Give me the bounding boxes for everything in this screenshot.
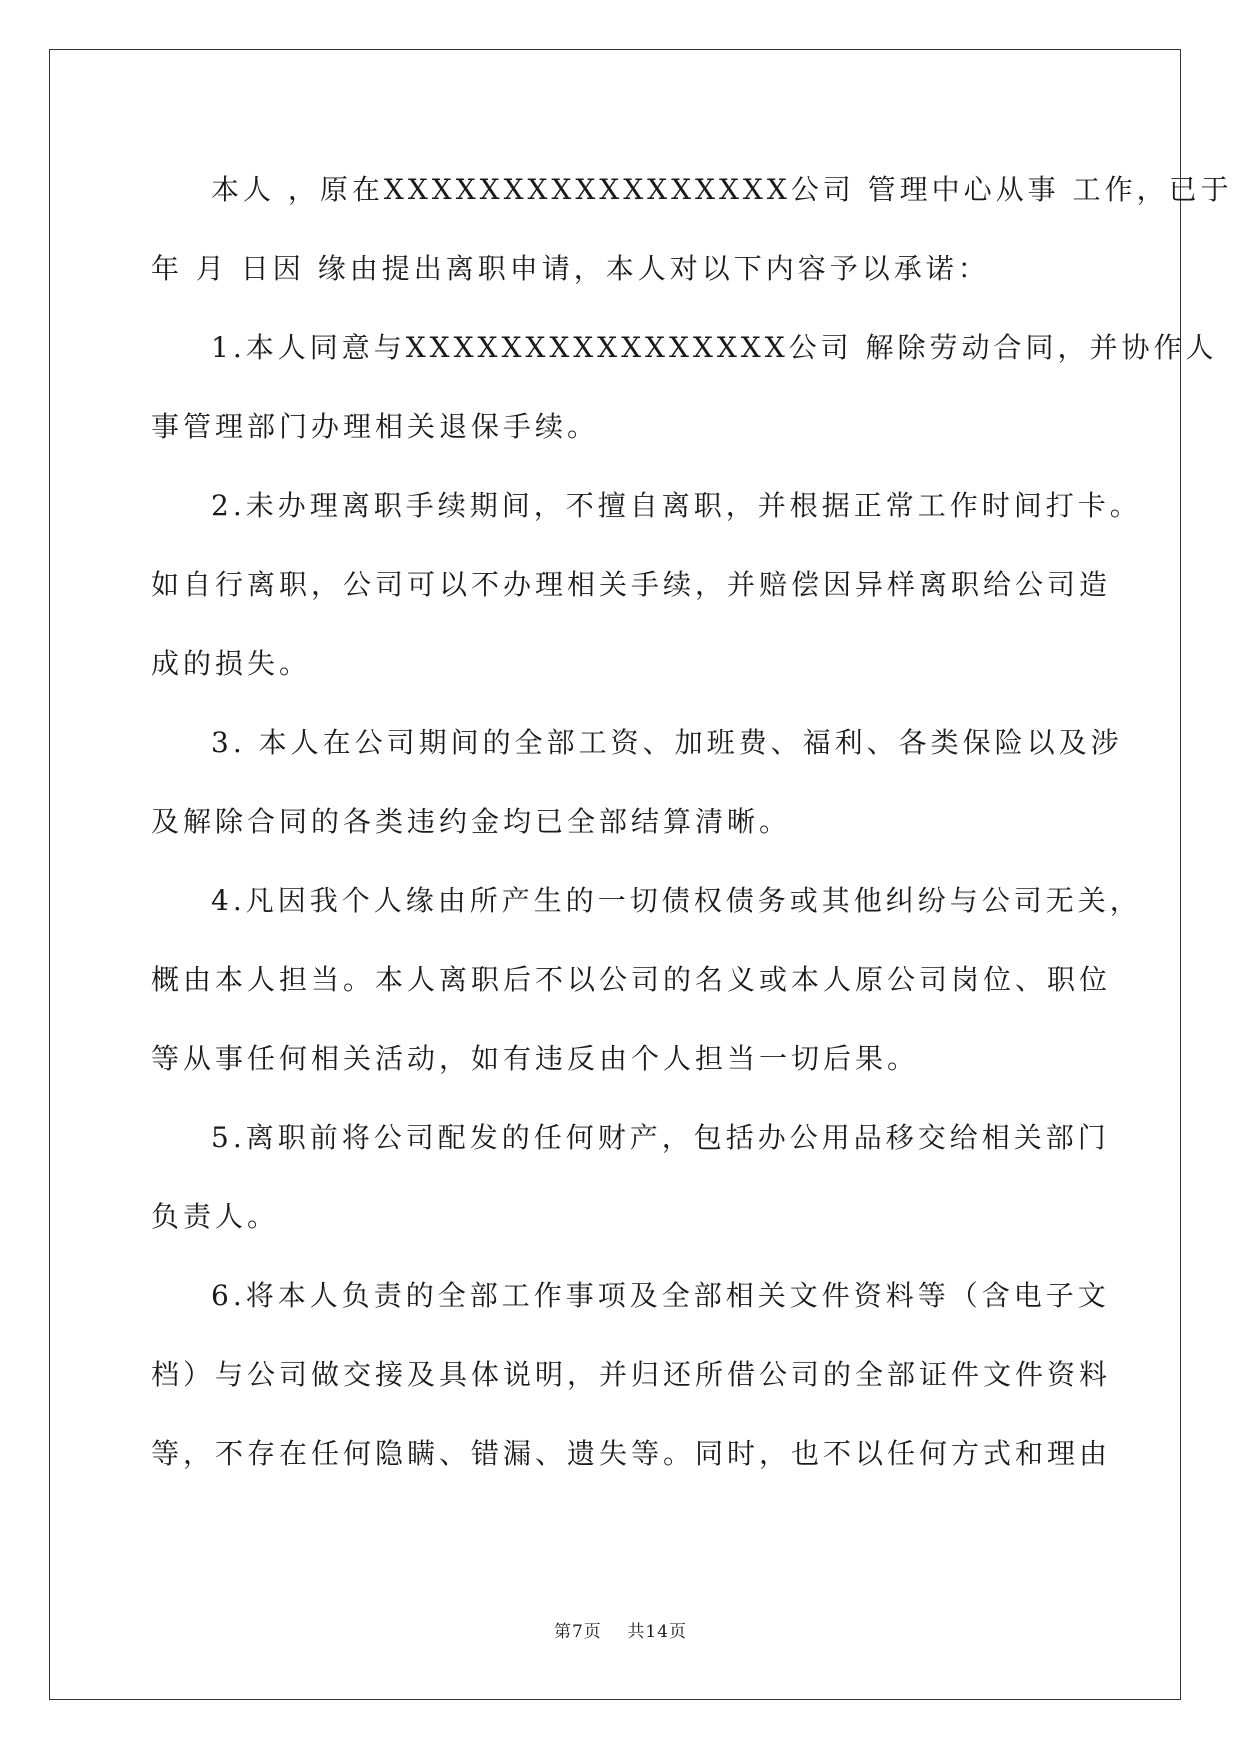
paragraph-line: 6.将本人负责的全部工作事项及全部相关文件资料等（含电子文 — [211, 1279, 1110, 1312]
page-number-footer: 第7页 共14页 — [553, 1622, 688, 1642]
paragraph-line: 档）与公司做交接及具体说明，并归还所借公司的全部证件文件资料 — [151, 1358, 1112, 1391]
paragraph-line: 本人 ，原在XXXXXXXXXXXXXXXXX公司 管理中心从事 工作，已于 — [211, 173, 1233, 206]
paragraph-line: 3. 本人在公司期间的全部工资、加班费、福利、各类保险以及涉 — [211, 726, 1123, 759]
paragraph-line: 1.本人同意与XXXXXXXXXXXXXXXX公司 解除劳动合同，并协作人 — [211, 331, 1218, 364]
paragraph-line: 5.离职前将公司配发的任何财产，包括办公用品移交给相关部门 — [211, 1121, 1110, 1154]
paragraph-line: 及解除合同的各类违约金均已全部结算清晰。 — [151, 805, 792, 838]
paragraph-line: 年 月 日因 缘由提出离职申请，本人对以下内容予以承诺： — [151, 252, 990, 285]
paragraph-line: 等，不存在任何隐瞒、错漏、遗失等。同时，也不以任何方式和理由 — [151, 1437, 1112, 1470]
paragraph-line: 事管理部门办理相关退保手续。 — [151, 410, 600, 443]
paragraph-line: 成的损失。 — [151, 647, 312, 680]
paragraph-line: 2.未办理离职手续期间，不擅自离职，并根据正常工作时间打卡。 — [211, 489, 1142, 522]
paragraph-line: 4.凡因我个人缘由所产生的一切债权债务或其他纠纷与公司无关， — [211, 884, 1142, 917]
paragraph-line: 负责人。 — [151, 1200, 280, 1233]
document-body — [151, 160, 1233, 1503]
paragraph-line: 等从事任何相关活动，如有违反由个人担当一切后果。 — [151, 1042, 920, 1075]
paragraph-line: 如自行离职，公司可以不办理相关手续，并赔偿因异样离职给公司造 — [151, 568, 1112, 601]
paragraph-line: 概由本人担当。本人离职后不以公司的名义或本人原公司岗位、职位 — [151, 963, 1112, 996]
